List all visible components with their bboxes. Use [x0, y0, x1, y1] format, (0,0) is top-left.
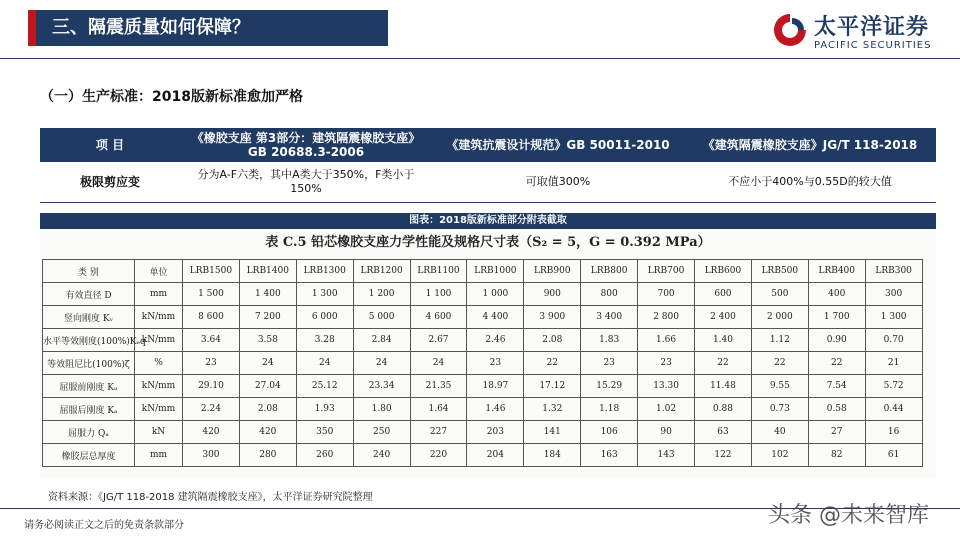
- table-cell: 900: [524, 283, 581, 306]
- header-model: LRB1500: [183, 260, 240, 283]
- table-cell: 63: [695, 421, 752, 444]
- header-model: LRB1400: [239, 260, 296, 283]
- table-cell: 1.18: [581, 398, 638, 421]
- header-model: LRB1200: [353, 260, 410, 283]
- table-cell: 203: [467, 421, 524, 444]
- table-cell: 0.73: [751, 398, 808, 421]
- table-row: [43, 444, 923, 467]
- table-cell: 1 200: [353, 283, 410, 306]
- table-row: [43, 421, 923, 444]
- table-cell: 184: [524, 444, 581, 467]
- title-accent-tab: [28, 10, 36, 46]
- table-cell: 500: [751, 283, 808, 306]
- table-cell: 3 400: [581, 306, 638, 329]
- table-cell: 24: [353, 352, 410, 375]
- table-cell: 227: [410, 421, 467, 444]
- table-cell: 220: [410, 444, 467, 467]
- row-unit: mm: [135, 283, 183, 306]
- table-cell: 90: [638, 421, 695, 444]
- table-cell: 400: [808, 283, 865, 306]
- header-model: LRB600: [695, 260, 752, 283]
- table-cell: 11.48: [695, 375, 752, 398]
- standards-comparison-table: [40, 128, 936, 203]
- table-cell: 5.72: [865, 375, 922, 398]
- table-cell: 3.28: [296, 329, 353, 352]
- row-name: 屈服前刚度 Kᵤ: [43, 375, 135, 398]
- pacific-securities-logo-icon: [770, 10, 810, 50]
- table-cell: 0.88: [695, 398, 752, 421]
- table-cell: 5 000: [353, 306, 410, 329]
- table-cell: 0.70: [865, 329, 922, 352]
- row-name: 竖向刚度 Kᵥ: [43, 306, 135, 329]
- table-cell: 22: [808, 352, 865, 375]
- table-cell: 7.54: [808, 375, 865, 398]
- table-cell: 300: [183, 444, 240, 467]
- table-cell: 280: [239, 444, 296, 467]
- table-cell: 3 900: [524, 306, 581, 329]
- table-cell: 350: [296, 421, 353, 444]
- row-name: 橡胶层总厚度: [43, 444, 135, 467]
- header-model: LRB700: [638, 260, 695, 283]
- row-label-ultimate-shear-strain: 极限剪应变: [40, 162, 180, 202]
- table-row: [43, 329, 923, 352]
- table-cell: 600: [695, 283, 752, 306]
- table-cell: 102: [751, 444, 808, 467]
- table-cell: 40: [751, 421, 808, 444]
- table-cell: 23: [467, 352, 524, 375]
- scan-caption: 表 C.5 铅芯橡胶支座力学性能及规格尺寸表（S₂ = 5，G = 0.392 MPa）: [265, 235, 711, 250]
- table-cell: 1.64: [410, 398, 467, 421]
- table-cell: 8 600: [183, 306, 240, 329]
- logo-chinese-name: 太平洋证券: [814, 15, 930, 40]
- row-unit: mm: [135, 444, 183, 467]
- table-cell: 24: [239, 352, 296, 375]
- table-cell: 106: [581, 421, 638, 444]
- table-cell: 3.58: [239, 329, 296, 352]
- value-jgt118: 不应小于400%与0.55D的较大值: [684, 162, 936, 202]
- table-cell: 27: [808, 421, 865, 444]
- table-cell: 23: [581, 352, 638, 375]
- standards-data-row: [40, 162, 936, 202]
- table-cell: 23: [638, 352, 695, 375]
- table-cell: 82: [808, 444, 865, 467]
- table-cell: 7 200: [239, 306, 296, 329]
- table-cell: 2 800: [638, 306, 695, 329]
- row-unit: kN/mm: [135, 375, 183, 398]
- table-cell: 143: [638, 444, 695, 467]
- header-divider: [0, 58, 960, 59]
- logo-english-name: PACIFIC SECURITIES: [814, 40, 932, 51]
- table-cell: 1.02: [638, 398, 695, 421]
- table-cell: 16: [865, 421, 922, 444]
- table-cell: 1.83: [581, 329, 638, 352]
- table-row: [43, 375, 923, 398]
- table-cell: 1 300: [865, 306, 922, 329]
- table-cell: 22: [695, 352, 752, 375]
- header-model: LRB300: [865, 260, 922, 283]
- header-model: LRB800: [581, 260, 638, 283]
- table-cell: 0.44: [865, 398, 922, 421]
- header-model: LRB900: [524, 260, 581, 283]
- row-unit: %: [135, 352, 183, 375]
- table-cell: 800: [581, 283, 638, 306]
- row-unit: kN/mm: [135, 398, 183, 421]
- header-model: LRB1100: [410, 260, 467, 283]
- row-name: 有效直径 D: [43, 283, 135, 306]
- table-cell: 13.30: [638, 375, 695, 398]
- row-unit: kN/mm: [135, 306, 183, 329]
- table-cell: 15.29: [581, 375, 638, 398]
- table-cell: 1 400: [239, 283, 296, 306]
- table-cell: 163: [581, 444, 638, 467]
- table-row: [43, 352, 923, 375]
- header-jgt118: 《建筑隔震橡胶支座》JG/T 118-2018: [684, 128, 936, 162]
- table-cell: 1.80: [353, 398, 410, 421]
- header-unit: 单位: [135, 260, 183, 283]
- table-cell: 25.12: [296, 375, 353, 398]
- table-cell: 260: [296, 444, 353, 467]
- standards-header-row: [40, 128, 936, 162]
- row-unit: kN: [135, 421, 183, 444]
- table-cell: 0.58: [808, 398, 865, 421]
- header-category: 类 别: [43, 260, 135, 283]
- property-table-body: [43, 283, 923, 467]
- table-cell: 2.46: [467, 329, 524, 352]
- table-cell: 1 700: [808, 306, 865, 329]
- header-item: 项 目: [40, 128, 180, 162]
- table-cell: 1.32: [524, 398, 581, 421]
- section-heading: （一）生产标准：2018版新标准愈加严格: [40, 89, 303, 105]
- watermark-text: 头条 @未来智库: [768, 503, 929, 528]
- table-cell: 420: [239, 421, 296, 444]
- source-note: 资料来源：《JG/T 118-2018 建筑隔震橡胶支座》，太平洋证券研究院整理: [48, 492, 373, 503]
- table-cell: 24: [296, 352, 353, 375]
- table-cell: 18.97: [467, 375, 524, 398]
- table-cell: 2 400: [695, 306, 752, 329]
- table-cell: 24: [410, 352, 467, 375]
- row-unit: kN/mm: [135, 329, 183, 352]
- table-cell: 1.12: [751, 329, 808, 352]
- table-cell: 700: [638, 283, 695, 306]
- row-name: 等效阻尼比(100%)ζ: [43, 352, 135, 375]
- table-cell: 1 500: [183, 283, 240, 306]
- table-cell: 2 000: [751, 306, 808, 329]
- table-cell: 29.10: [183, 375, 240, 398]
- value-gb50011: 可取值300%: [432, 162, 684, 202]
- property-header-row: [43, 260, 923, 283]
- table-cell: 17.12: [524, 375, 581, 398]
- company-logo: [770, 8, 950, 54]
- table-cell: 1.46: [467, 398, 524, 421]
- table-cell: 1 100: [410, 283, 467, 306]
- table-cell: 1 000: [467, 283, 524, 306]
- table-cell: 0.90: [808, 329, 865, 352]
- table-cell: 3.64: [183, 329, 240, 352]
- table-cell: 250: [353, 421, 410, 444]
- figure-banner: 图表：2018版新标准部分附表截取: [40, 213, 936, 229]
- table-cell: 300: [865, 283, 922, 306]
- table-cell: 4 600: [410, 306, 467, 329]
- value-gb20688: 分为A-F六类，其中A类大于350%，F类小于150%: [180, 162, 432, 202]
- table-cell: 141: [524, 421, 581, 444]
- table-cell: 21: [865, 352, 922, 375]
- table-cell: 9.55: [751, 375, 808, 398]
- row-name: 屈服后刚度 Kₐ: [43, 398, 135, 421]
- table-cell: 1.66: [638, 329, 695, 352]
- table-cell: 240: [353, 444, 410, 467]
- table-row: [43, 306, 923, 329]
- header-gb50011: 《建筑抗震设计规范》GB 50011-2010: [432, 128, 684, 162]
- header-model: LRB500: [751, 260, 808, 283]
- table-cell: 22: [751, 352, 808, 375]
- table-cell: 23: [183, 352, 240, 375]
- table-cell: 2.84: [353, 329, 410, 352]
- header-model: LRB400: [808, 260, 865, 283]
- table-cell: 1.40: [695, 329, 752, 352]
- table-cell: 21.35: [410, 375, 467, 398]
- table-row: [43, 398, 923, 421]
- table-cell: 4 400: [467, 306, 524, 329]
- row-name: 水平等效刚度(100%)Kₑq: [43, 329, 135, 352]
- scanned-appendix-table: [40, 229, 936, 479]
- table-cell: 122: [695, 444, 752, 467]
- header-model: LRB1000: [467, 260, 524, 283]
- row-name: 屈服力 Qₐ: [43, 421, 135, 444]
- table-cell: 27.04: [239, 375, 296, 398]
- table-cell: 2.67: [410, 329, 467, 352]
- table-cell: 6 000: [296, 306, 353, 329]
- table-cell: 420: [183, 421, 240, 444]
- lrb-property-table: [42, 259, 923, 467]
- table-row: [43, 283, 923, 306]
- header-gb20688: 《橡胶支座 第3部分：建筑隔震橡胶支座》 GB 20688.3-2006: [180, 128, 432, 162]
- header-model: LRB1300: [296, 260, 353, 283]
- table-cell: 2.08: [239, 398, 296, 421]
- table-cell: 23.34: [353, 375, 410, 398]
- table-cell: 1.93: [296, 398, 353, 421]
- table-cell: 1 300: [296, 283, 353, 306]
- table-cell: 2.24: [183, 398, 240, 421]
- table-cell: 61: [865, 444, 922, 467]
- table-cell: 22: [524, 352, 581, 375]
- disclaimer-text: 请务必阅读正文之后的免责条款部分: [24, 520, 184, 531]
- page-title: 三、隔震质量如何保障？: [52, 17, 250, 38]
- table-cell: 2.08: [524, 329, 581, 352]
- table-cell: 204: [467, 444, 524, 467]
